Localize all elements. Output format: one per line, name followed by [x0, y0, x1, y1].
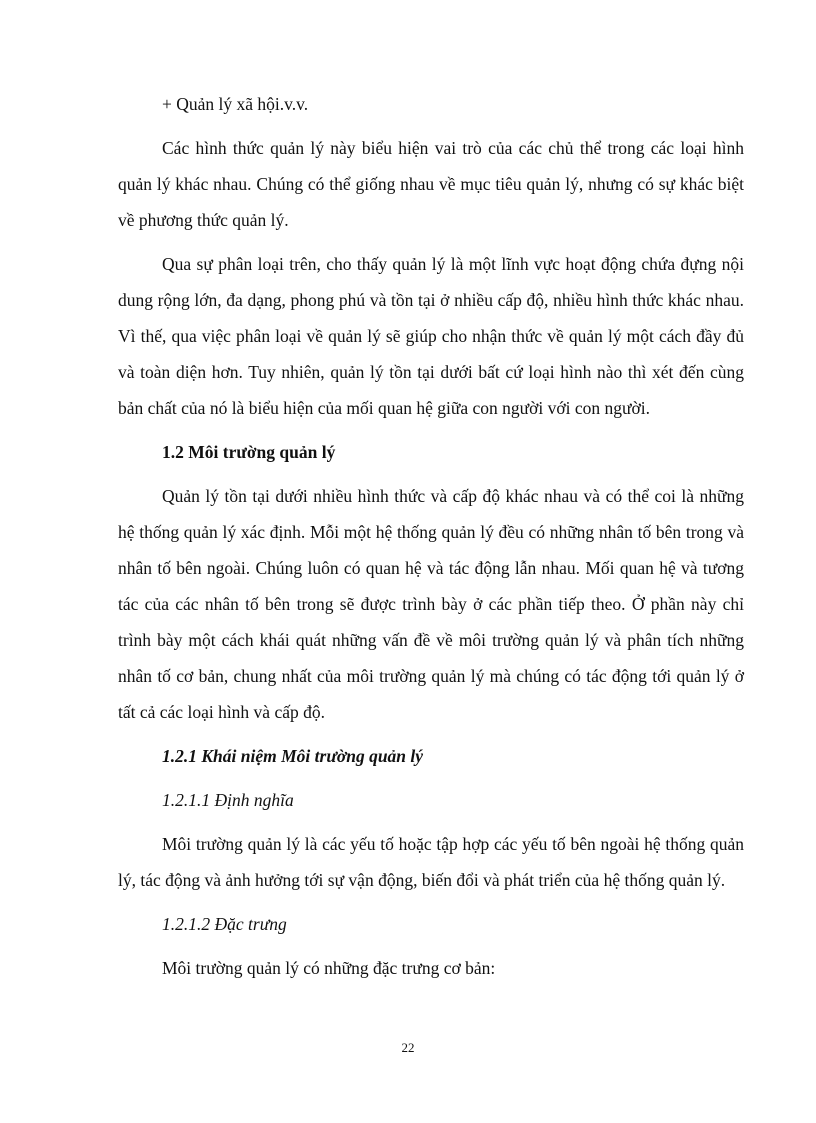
bullet-social-management: + Quản lý xã hội.v.v.	[162, 94, 309, 114]
paragraph-environment: Quản lý tồn tại dưới nhiều hình thức và cấp độ khác nhau và có thể coi là những hệ thống quản lý xác định. Mỗi một hệ thống quản lý đều có những nhân tố bên trong và nhân tố bên ngoài. Chúng luôn có quan hệ và tác động lẫn nhau. Mối quan hệ và tương tác của các nhân tố bên trong sẽ được trình bày ở các phần tiếp theo. Ở phần này chỉ trình bày một cách khái quát những vấn đề về môi trường quản lý và phân tích những nhân tố cơ bản, chung nhất của môi trường quản lý mà chúng có tác động tới quản lý ở tất cả các loại hình và cấp độ.	[118, 486, 744, 722]
document-page	[118, 86, 744, 998]
paragraph-definition: Môi trường quản lý là các yếu tố hoặc tập hợp các yếu tố bên ngoài hệ thống quản lý, tác động và ảnh hưởng tới sự vận động, biến đổi và phát triển của hệ thống quản lý.	[118, 834, 744, 890]
paragraph-classification: Qua sự phân loại trên, cho thấy quản lý là một lĩnh vực hoạt động chứa đựng nội dung rộng lớn, đa dạng, phong phú và tồn tại ở nhiều cấp độ, nhiều hình thức khác nhau. Vì thế, qua việc phân loại về quản lý sẽ giúp cho nhận thức về quản lý một cách đầy đủ và toàn diện hơn. Tuy nhiên, quản lý tồn tại dưới bất cứ loại hình nào thì xét đến cùng bản chất của nó là biểu hiện của mối quan hệ giữa con người với con người.	[118, 254, 744, 418]
heading-1-2: 1.2 Môi trường quản lý	[162, 442, 336, 462]
paragraph-management-forms: Các hình thức quản lý này biểu hiện vai trò của các chủ thể trong các loại hình quản lý khác nhau. Chúng có thể giống nhau về mục tiêu quản lý, nhưng có sự khác biệt về phương thức quản lý.	[118, 138, 744, 230]
heading-1-2-1: 1.2.1 Khái niệm Môi trường quản lý	[162, 746, 424, 766]
page-number: 22	[401, 1040, 415, 1055]
heading-1-2-1-2: 1.2.1.2 Đặc trưng	[162, 914, 287, 934]
heading-1-2-1-1: 1.2.1.1 Định nghĩa	[162, 790, 294, 810]
paragraph-characteristics: Môi trường quản lý có những đặc trưng cơ bản:	[162, 958, 496, 978]
